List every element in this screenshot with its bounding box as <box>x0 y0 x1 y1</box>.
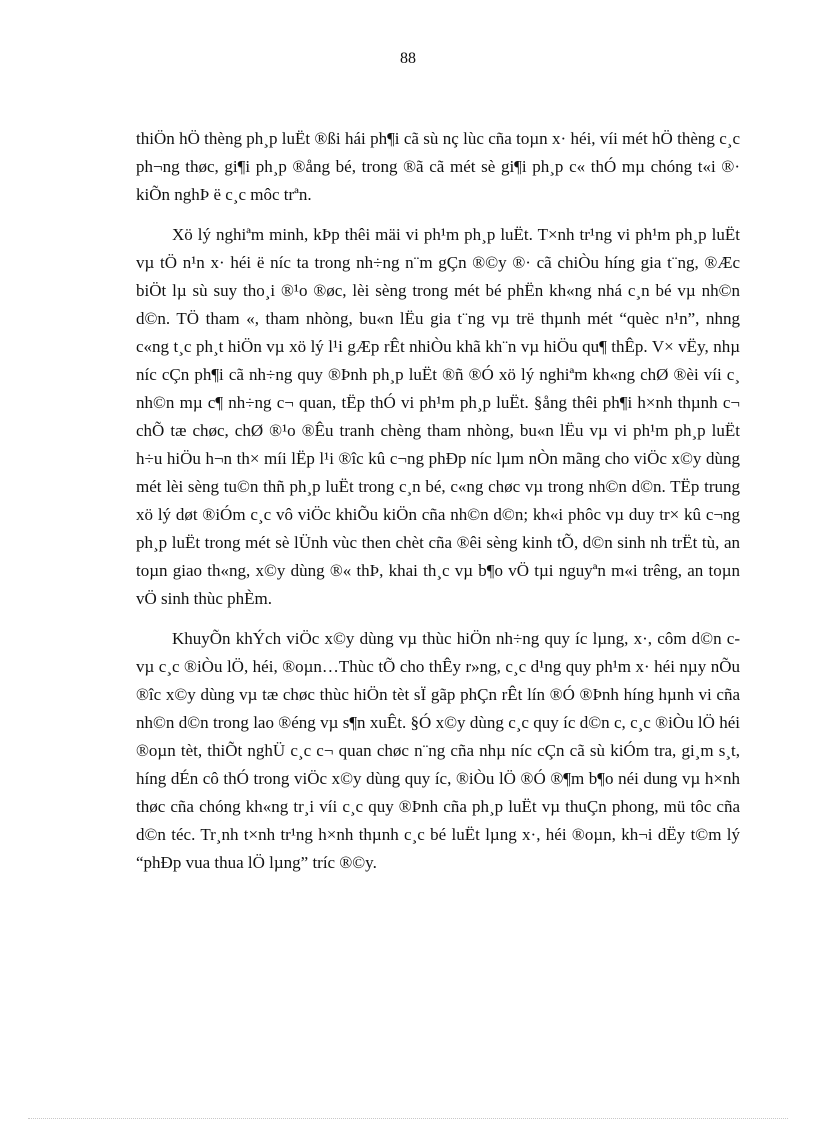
page-bottom-divider <box>28 1118 788 1119</box>
paragraph-continuation: thiÖn hÖ thèng ph¸p luËt ®ßi hái ph¶i cã sù nç lùc cña toµn x· héi, víi mét hÖ thèng c¸c ph¬ng thøc, gi¶i ph¸p ®ång bé, trong ®ã cã mét sè gi¶i ph¸p c« thÓ mµ chóng t«i ®· kiÕn nghÞ ë c¸c môc trªn. <box>136 129 740 204</box>
page-body <box>136 125 740 889</box>
page-number: 88 <box>400 50 416 67</box>
paragraph-strict-handling: Xö lý nghiªm minh, kÞp thêi mäi vi ph¹m ph¸p luËt. T×nh tr¹ng vi ph¹m ph¸p luËt vµ tÖ n¹n x· héi ë níc ta trong nh÷ng n¨m gÇn ®©y ®· cã chiÒu híng gia t¨ng, ®Æc biÖt lµ sù suy tho¸i ®¹o ®øc, lèi sèng trong mét bé phËn kh«ng nhá c¸n bé vµ nh©n d©n. TÖ tham «, tham nhòng, bu«n lËu gia t¨ng vµ trë thµnh mét “quèc n¹n”, nhng c«ng t¸c ph¸t hiÖn vµ xö lý l¹i gÆp rÊt nhiÒu khã kh¨n vµ hiÖu qu¶ thÊp. V× vËy, nhµ níc cÇn ph¶i cã nh÷ng quy ®Þnh ph¸p luËt ®ñ ®Ó xö lý nghiªm kh«ng chØ ®èi víi c¸ nh©n mµ c¶ nh÷ng c¬ quan, tËp thÓ vi ph¹m ph¸p luËt. §ång thêi ph¶i h×nh thµnh c¬ chÕ tæ chøc, chØ ®¹o ®Êu tranh chèng tham nhòng, bu«n lËu vµ vi ph¹m ph¸p luËt h÷u hiÖu h¬n th× míi lËp l¹i ®îc kû c¬ng phÐp níc lµm nÒn mãng cho viÖc x©y dùng mét lèi sèng tu©n thñ ph¸p luËt trong c¸n bé, c«ng chøc vµ trong nh©n d©n. TËp trung xö lý døt ®iÓm c¸c vô viÖc khiÕu kiÖn cña nh©n d©n; kh«i phôc vµ duy tr× kû c¬ng ph¸p luËt trong mét sè lÜnh vùc then chèt cña ®êi sèng kinh tÕ, d©n sinh nh trËt tù, an toµn giao th«ng, x©y dùng ®« thÞ, khai th¸c vµ b¶o vÖ tµi nguyªn m«i trêng, an toµn vÖ sinh thùc phÈm. <box>136 225 740 608</box>
paragraph-village-conventions: KhuyÕn khÝch viÖc x©y dùng vµ thùc hiÖn nh÷ng quy íc lµng, x·, côm d©n c vµ c¸c ®iÒu lÖ, héi, ®oµn…Thùc tÕ cho thÊy r»ng, c¸c d¹ng quy ph¹m x· héi nµy nÕu ®îc x©y dùng vµ tæ chøc thùc hiÖn tèt sÏ gãp phÇn rÊt lín ®Ó ®Þnh híng hµnh vi cña nh©n d©n trong lao ®éng vµ s¶n xuÊt. §Ó x©y dùng c¸c quy íc d©n c, c¸c ®iÒu lÖ héi ®oµn tèt, thiÕt nghÜ c¸c c¬ quan chøc n¨ng cña nhµ níc cÇn cã sù kiÓm tra, gi¸m s¸t, híng dÉn cô thÓ trong viÖc x©y dùng quy íc, ®iÒu lÖ ®Ó ®¶m b¶o néi dung vµ h×nh thøc cña chóng kh«ng tr¸i víi c¸c quy ®Þnh cña ph¸p luËt vµ thuÇn phong, mü tôc cña d©n téc. Tr¸nh t×nh tr¹ng h×nh thµnh c¸c bé luËt lµng x·, héi ®oµn, kh¬i dËy t©m lý “phÐp vua thua lÖ lµng” tríc ®©y. <box>136 629 740 872</box>
